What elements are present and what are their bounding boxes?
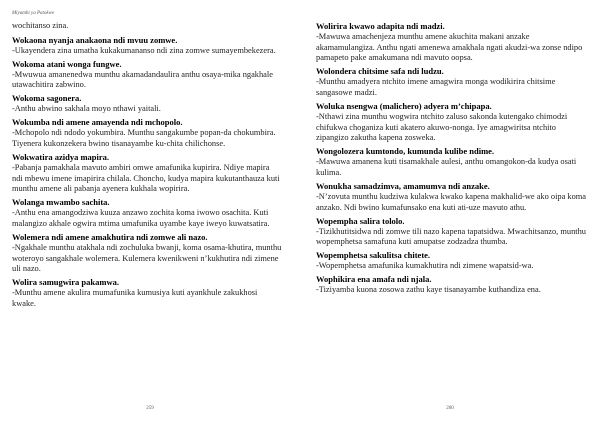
proverb-entry <box>12 93 282 115</box>
proverb-entry <box>316 66 586 98</box>
proverb-explanation: -Tiziyamba kuona zosowa zathu kaye tisanayambe kuthandiza ena. <box>316 285 541 295</box>
proverb-explanation: -Ukayendera zina umatha kukakumananso ndi zina zomwe sumayembekezera. <box>12 45 276 55</box>
proverb-entry <box>316 274 586 296</box>
proverb-explanation: -Mawuwa amachenjeza munthu amene akuchita makani anzake akamamulangiza. Anthu ngati amenewa amakhala ngati akudzi-wa zonse ndipo pamapeto pake amakumana ndi mavuto oopsa. <box>316 32 583 63</box>
proverb-entry <box>316 250 586 272</box>
proverb-title: Wophikira ena amafa ndi njala. <box>316 274 432 285</box>
proverb-explanation: -Anthu abwino sakhala moyo nthawi yaitali. <box>12 104 161 114</box>
continued-text: wochitanso zina. <box>12 21 69 30</box>
proverb-title: Wolemera ndi amene amakhutira ndi zomwe ali nazo. <box>12 232 208 243</box>
proverb-title: Wolirira kwawo adapita ndi madzi. <box>316 21 445 31</box>
proverb-explanation: -Mchopolo ndi ndodo yokumbira. Munthu sangakumbe popan-da chokumbira. Tiyenera kukonzekera bwino tisanayambe ku-chita chilichonse. <box>12 128 276 149</box>
proverb-entry <box>12 232 282 275</box>
proverb-title: Wokwatira azidya mapira. <box>12 152 110 163</box>
proverb-explanation: -Tizikhutitsidwa ndi zomwe tili nazo kapena tapatsidwa. Mwachitsanzo, munthu wopemphetsa samafuna kuti amupatse zodzadza thumba. <box>316 226 586 247</box>
proverb-entry <box>316 21 586 64</box>
proverb-title: Wongolozera kumtondo, kumunda kulibe ndime. <box>316 146 495 157</box>
proverb-entry <box>316 101 586 144</box>
proverb-explanation: -N’zovuta munthu kudziwa kulakwa kwako kapena makhalid-we ako oipa koma anzako. Ndi bwino kumafunsako ena kuti ati-uze mavuto athu. <box>316 191 587 212</box>
proverb-entry <box>316 216 586 248</box>
proverb-explanation: -Nthawi zina munthu wogwira ntchito zaluso sakonda kutengako chimodzi chifukwa choganiza kuti akatero akuwo-nonga. Iye amagwiritsa ntchito zipangizo zakutha kapena zosweka. <box>316 111 568 143</box>
right-page <box>300 0 600 424</box>
proverb-title: Wolondera chitsime safa ndi ludzu. <box>316 66 444 77</box>
running-head: Miyambi ya Patokwe <box>12 11 55 16</box>
left-entries <box>12 21 282 310</box>
proverb-explanation: -Mawuwa amanena kuti tisamakhale aulesi, anthu omangokon-da kudya osati kulima. <box>316 157 577 177</box>
proverb-entry <box>12 197 282 229</box>
proverb-explanation: -Munthu amadyera ntchito imene amagwira monga wodikirira chitsime sangasowe madzi. <box>316 77 556 97</box>
proverb-title: Wopempha salira tololo. <box>316 215 405 226</box>
proverb-title: Wolira samugwira pakamwa. <box>12 277 119 288</box>
proverb-title: Woluka nsengwa (malichero) adyera m’chipapa. <box>316 100 492 111</box>
right-entries <box>316 21 586 296</box>
proverb-entry <box>316 181 586 213</box>
proverb-explanation: -Wopemphetsa amafunika kumakhutira ndi zimene wapatsid-wa. <box>316 261 534 271</box>
proverb-title: Wokumba ndi amene amayenda ndi mchopolo. <box>12 117 183 128</box>
proverb-explanation: -Munthu amene akulira mumafunika kumusiya kuti ayankhule zakukhosi kwake. <box>12 288 258 308</box>
proverb-entry <box>316 146 586 178</box>
page-number: 260 <box>446 406 454 411</box>
proverb-title: Wonukha samadzimva, amamumva ndi anzake. <box>316 180 490 191</box>
proverb-explanation: -Anthu ena amangodziwa kuuza anzawo zochita koma iwowo osachita. Kuti malangizo akhale ogwira mtima umafunika uyambe kaye iweyo kuwatsatira. <box>12 208 270 229</box>
proverb-entry <box>12 117 282 149</box>
proverb-title: Wokoma atani wonga fungwe. <box>12 58 122 69</box>
proverb-entry <box>12 152 282 195</box>
proverb-explanation: -Mwuwua amanenedwa munthu akamadandaulira anthu osaya-mika ngakhale utawachitira zabwino. <box>12 69 273 90</box>
proverb-title: Wokaona nyanja anakaona ndi mvuu zomwe. <box>12 34 178 45</box>
proverb-entry <box>12 59 282 91</box>
proverb-entry <box>12 35 282 57</box>
running-head-spacer <box>316 10 586 18</box>
proverb-explanation: -Pabanja pamakhala mavuto ambiri omwe amafunika kupirira. Ndiye mapira ndi mbewu imene imapirira chilala. Choncho, kudya mapira kukutanthauza kuti munthu amene ali pabanja ayenera kukhala wopirira. <box>12 163 280 194</box>
proverb-title: Wopemphetsa sakulitsa chitete. <box>316 250 431 261</box>
page-number: 259 <box>146 406 154 411</box>
proverb-entry <box>12 277 282 309</box>
proverb-title: Wokoma sagonera. <box>12 93 82 104</box>
proverb-title: Wolanga mwambo sachita. <box>12 197 110 208</box>
proverb-explanation: -Ngakhale munthu atakhala ndi zochuluka bwanji, koma osama-khutira, munthu woteroyo sangakhale wolemera. Kulemera kwenikweni n’kukhutira ndi zimene uli nazo. <box>12 243 282 274</box>
